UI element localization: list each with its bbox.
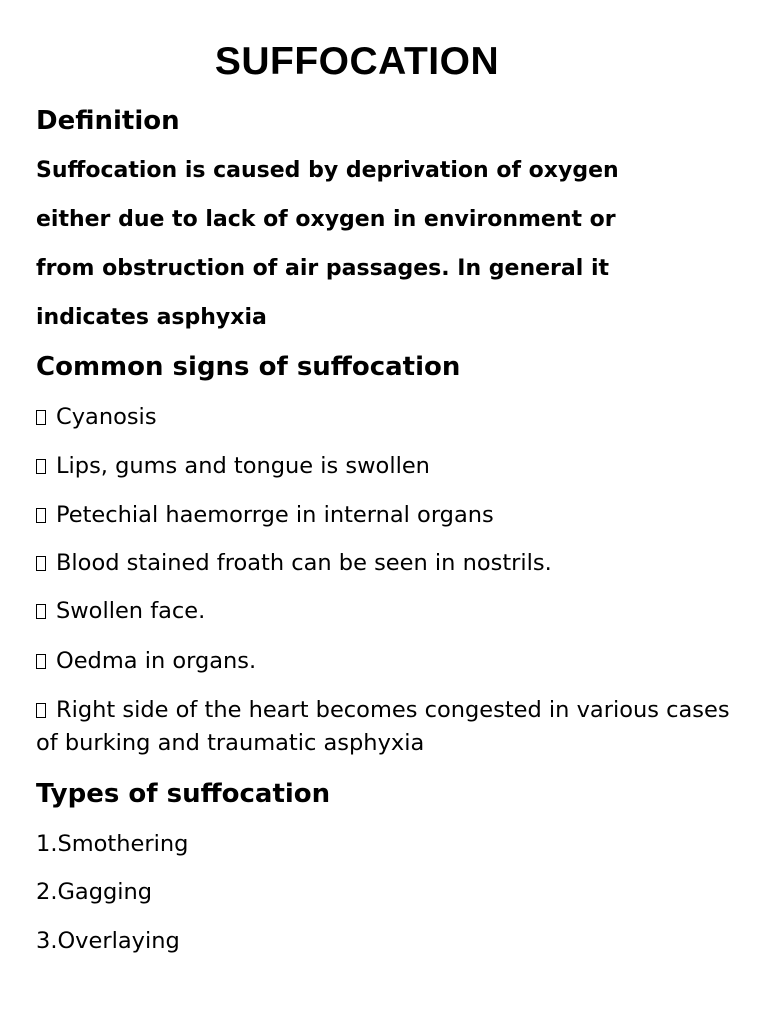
definition-line: indicates asphyxia xyxy=(36,305,267,330)
sign-list-item xyxy=(36,499,494,532)
sign-text: Cyanosis xyxy=(56,404,157,430)
sign-list-item xyxy=(36,645,256,678)
missing-glyph-box-icon xyxy=(36,654,46,669)
signs-heading: Common signs of suffocation xyxy=(36,352,461,382)
sign-list-item xyxy=(36,547,552,580)
sign-text: Blood stained froath can be seen in nostrils. xyxy=(56,550,552,576)
missing-glyph-box-icon xyxy=(36,604,46,619)
sign-text: Lips, gums and tongue is swollen xyxy=(56,453,430,479)
definition-line: either due to lack of oxygen in environment or xyxy=(36,207,616,232)
missing-glyph-box-icon xyxy=(36,410,46,425)
sign-text: Right side of the heart becomes congested in various cases of burking and traumatic asphyxia xyxy=(36,697,730,756)
sign-list-item xyxy=(36,401,157,434)
sign-list-item xyxy=(36,450,430,483)
type-list-item: 2.Gagging xyxy=(36,879,153,905)
missing-glyph-box-icon xyxy=(36,556,46,571)
definition-line: Suffocation is caused by deprivation of oxygen xyxy=(36,158,619,183)
sign-list-item xyxy=(36,694,736,760)
missing-glyph-box-icon xyxy=(36,508,46,523)
sign-list-item xyxy=(36,595,205,628)
page-title: SUFFOCATION xyxy=(214,40,500,83)
definition-line: from obstruction of air passages. In general it xyxy=(36,256,609,281)
types-heading: Types of suffocation xyxy=(36,779,331,809)
missing-glyph-box-icon xyxy=(36,703,46,718)
definition-heading: Definition xyxy=(36,106,180,136)
sign-text: Oedma in organs. xyxy=(56,648,257,674)
type-list-item: 3.Overlaying xyxy=(36,928,180,954)
type-list-item: 1.Smothering xyxy=(36,831,189,857)
sign-text: Petechial haemorrge in internal organs xyxy=(56,502,494,528)
missing-glyph-box-icon xyxy=(36,459,46,474)
sign-text: Swollen face. xyxy=(56,598,206,624)
